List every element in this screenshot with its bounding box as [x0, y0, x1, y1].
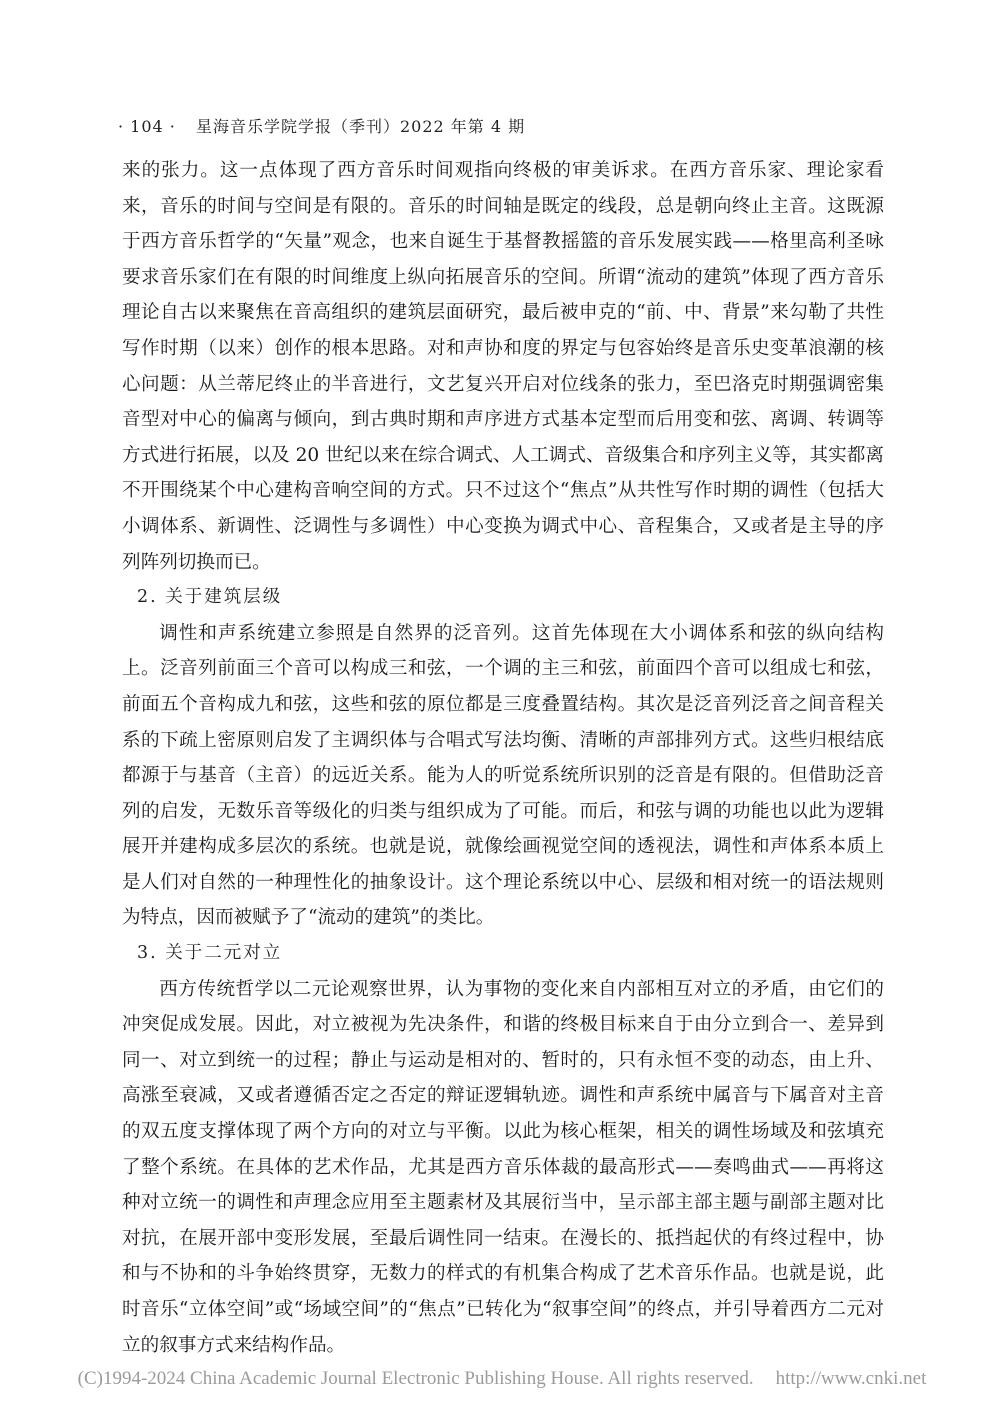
page-number: · 104 · [118, 117, 176, 136]
cnki-url[interactable]: http://www.cnki.net [775, 1368, 927, 1389]
section-heading-binary-opposition: 3. 关于二元对立 [137, 943, 283, 964]
copyright-footer [0, 1368, 1004, 1390]
body-paragraph-architecture: 调性和声系统建立参照是自然界的泛音列。这首先体现在大小调体系和弦的纵向结构上。泛音列前面三个音可以构成三和弦，一个调的主三和弦，前面四个音可以组成七和弦，前面五个音构成九和弦，这些和弦的原位都是三度叠置结构。其次是泛音列泛音之间音程关系的下疏上密原则启发了主调织体与合唱式写法均衡、清晰的声部排列方式。这些归根结底都源于与基音（主音）的远近关系。能为人的听觉系统所识别的泛音是有限的。但借助泛音列的启发，无数乐音等级化的归类与组织成为了可能。而后，和弦与调的功能也以此为逻辑展开并建构成多层次的系统。也就是说，就像绘画视觉空间的透视法，调性和声体系本质上是人们对自然的一种理性化的抽象设计。这个理论系统以中心、层级和相对统一的语法规则为特点，因而被赋予了“流动的建筑”的类比。 [122, 622, 884, 929]
running-header [118, 114, 888, 137]
body-paragraph-binary-opposition: 西方传统哲学以二元论观察世界，认为事物的变化来自内部相互对立的矛盾，由它们的冲突促成发展。因此，对立被视为先决条件，和谐的终极目标来自于由分立到合一、差异到同一、对立到统一的过程；静止与运动是相对的、暂时的，只有永恒不变的动态，由上升、高涨至衰减，又或者遵循否定之否定的辩证逻辑轨迹。调性和声系统中属音与下属音对主音的双五度支撑体现了两个方向的对立与平衡。以此为核心框架，相关的调性场域及和弦填充了整个系统。在具体的艺术作品，尤其是西方音乐体裁的最高形式——奏鸣曲式——再将这种对立统一的调性和声理念应用至主题素材及其展衍当中，呈示部主部主题与副部主题对比对抗，在展开部中变形发展，至最后调性同一结束。在漫长的、抵挡起伏的有终过程中，协和与不协和的斗争始终贯穿，无数力的样式的有机集合构成了艺术音乐作品。也就是说，此时音乐“立体空间”或“场域空间”的“焦点”已转化为“叙事空间”的终点，并引导着西方二元对立的叙事方式来结构作品。 [122, 978, 884, 1356]
section-heading-architecture: 2. 关于建筑层级 [137, 587, 283, 608]
copyright-notice: (C)1994-2024 China Academic Journal Electronic Publishing House. All rights reserved. [77, 1368, 754, 1389]
body-paragraph-continued: 来的张力。这一点体现了西方音乐时间观指向终极的审美诉求。在西方音乐家、理论家看来，音乐的时间与空间是有限的。音乐的时间轴是既定的线段，总是朝向终止主音。这既源于西方音乐哲学的“矢量”观念，也来自诞生于基督教摇篮的音乐发展实践——格里高利圣咏要求音乐家们在有限的时间维度上纵向拓展音乐的空间。所谓“流动的建筑”体现了西方音乐理论自古以来聚焦在音高组织的建筑层面研究，最后被申克的“前、中、背景”来勾勒了共性写作时期（以来）创作的根本思路。对和声协和度的界定与包容始终是音乐史变革浪潮的核心问题：从兰蒂尼终止的半音进行，文艺复兴开启对位线条的张力，至巴洛克时期强调密集音型对中心的偏离与倾向，到古典时期和声序进方式基本定型而后用变和弦、离调、转调等方式进行拓展，以及 20 世纪以来在综合调式、人工调式、音级集合和序列主义等，其实都离不开围绕某个中心建构音响空间的方式。只不过这个“焦点”从共性写作时期的调性（包括大小调体系、新调性、泛调性与多调性）中心变换为调式中心、音程集合，又或者是主导的序列阵列切换而已。 [122, 160, 884, 573]
journal-title: 星海音乐学院学报（季刊）2022 年第 4 期 [195, 117, 526, 136]
article-body [122, 153, 884, 1363]
